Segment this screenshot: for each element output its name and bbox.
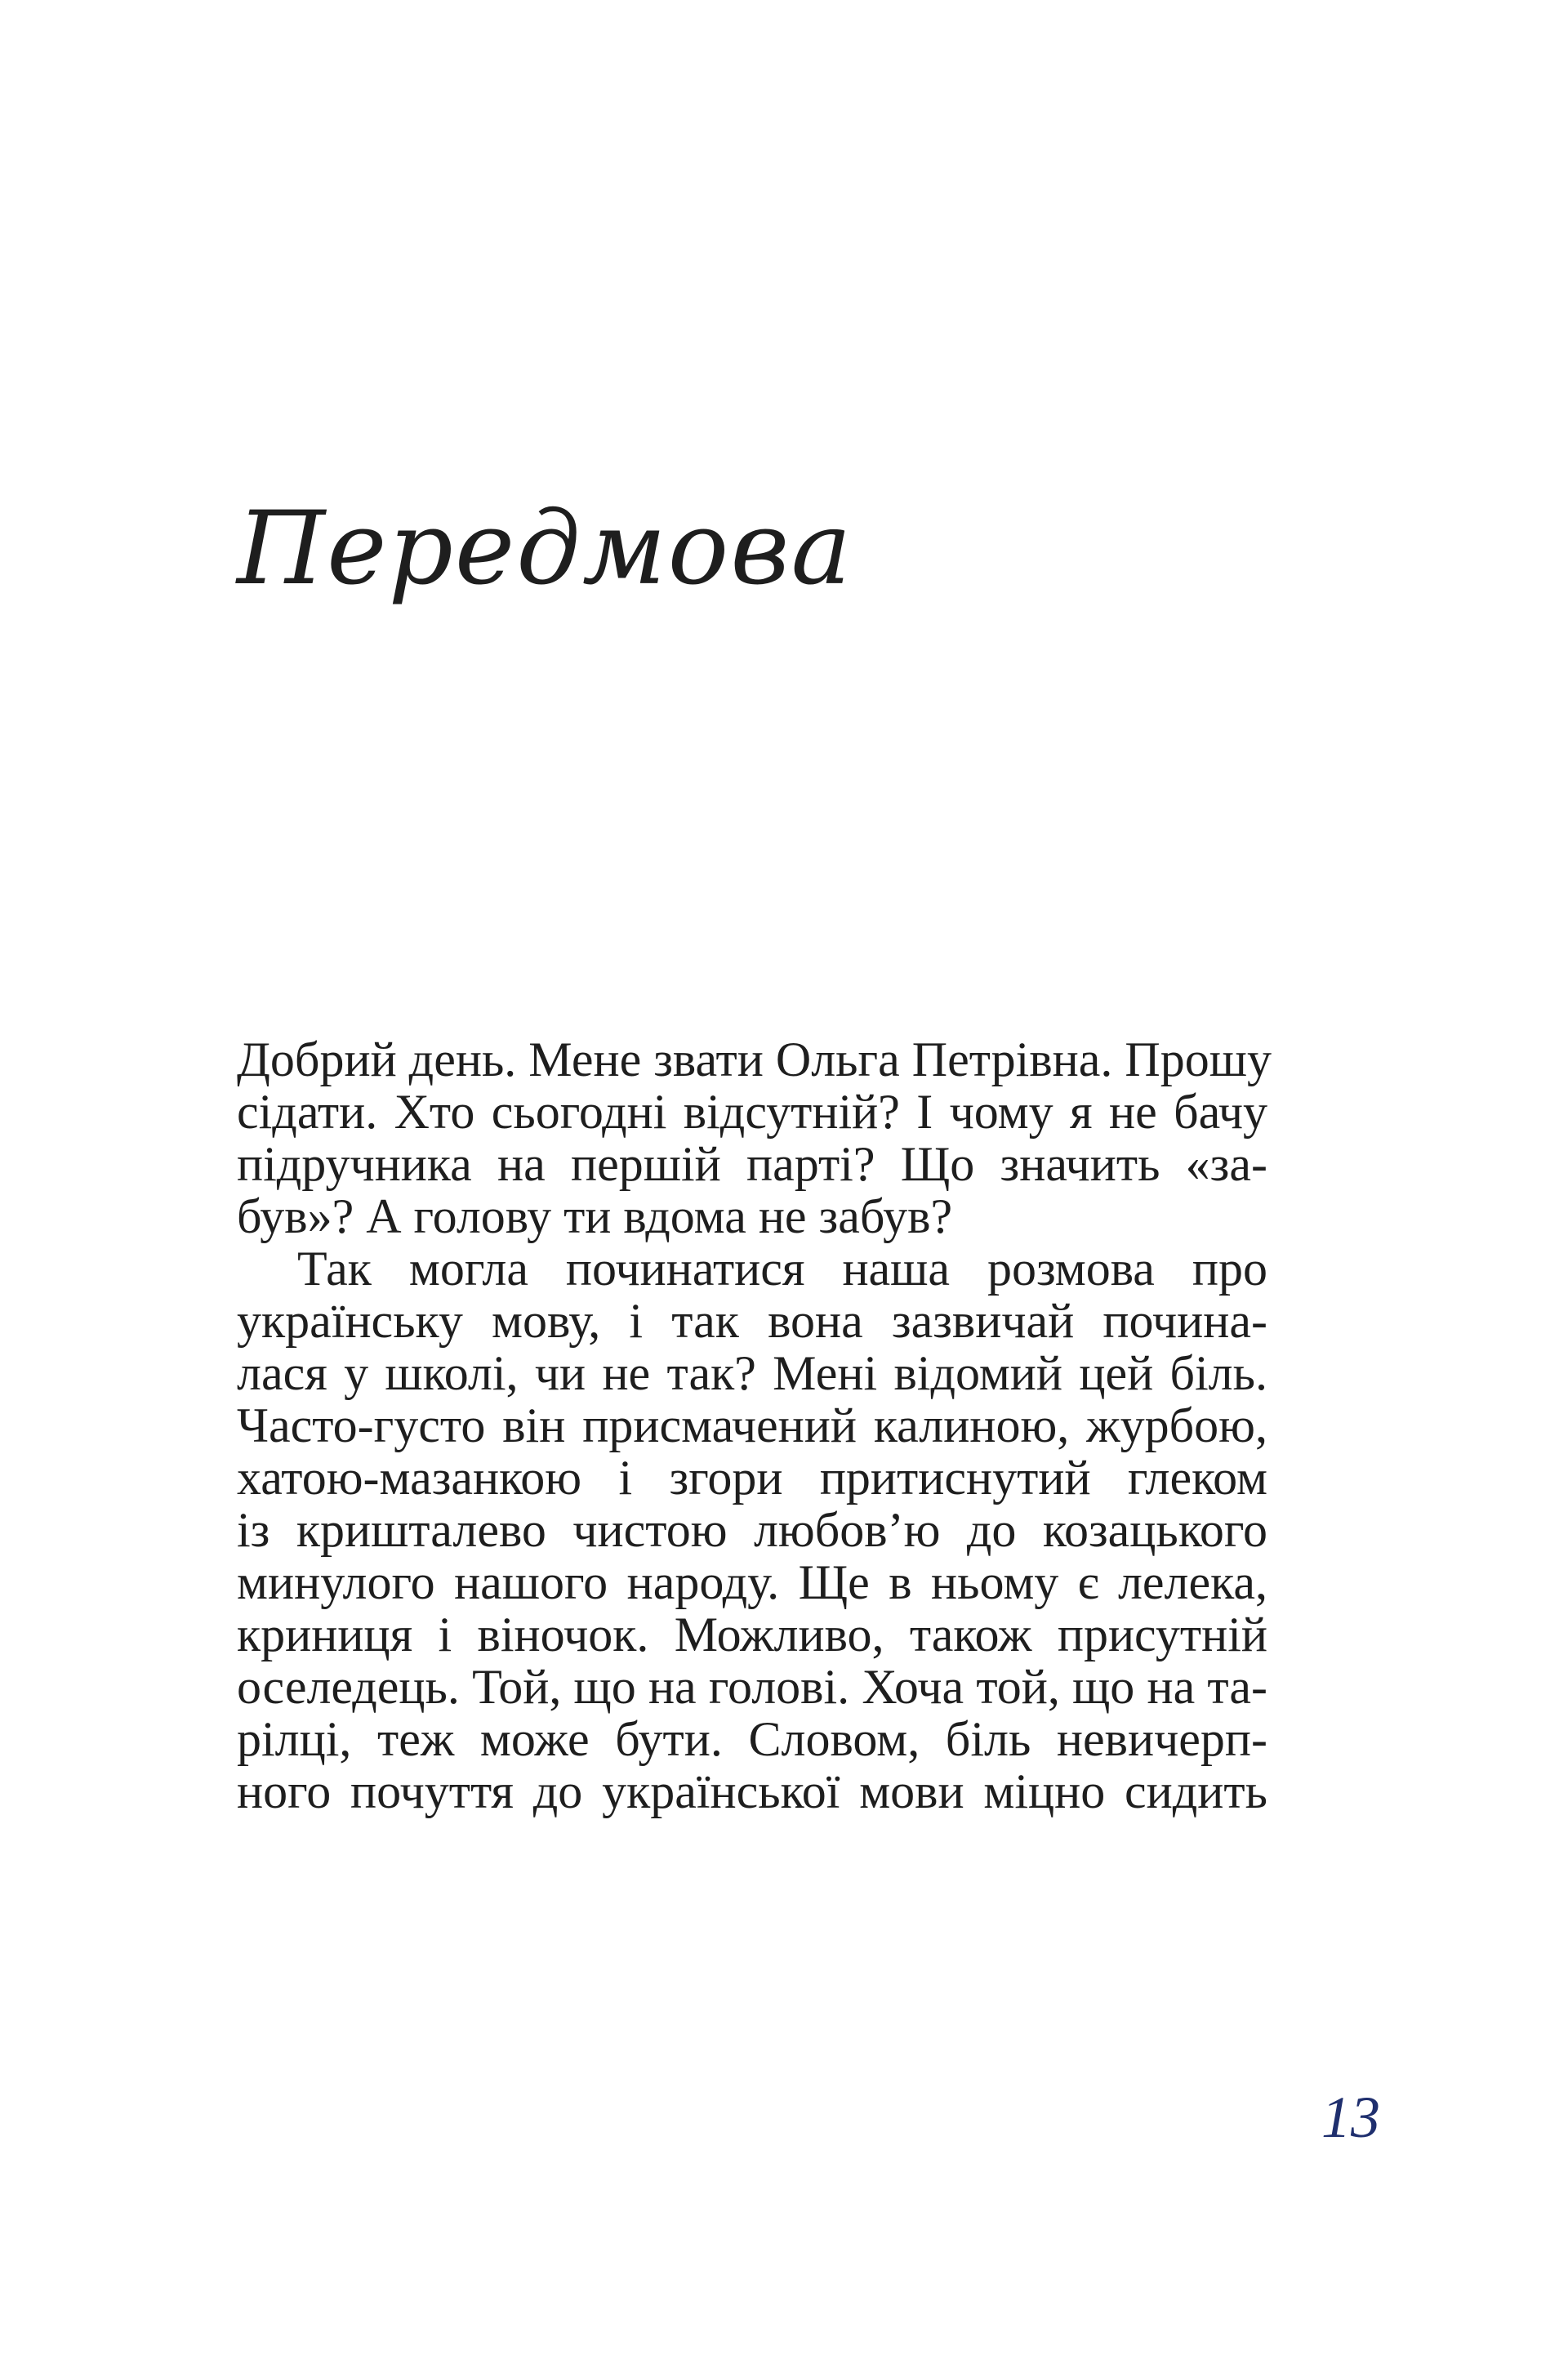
text-line: підручника на першій парті? Що значить «за-: [237, 1137, 1267, 1191]
text-line: минулого нашого народу. Ще в ньому є лелека,: [237, 1555, 1267, 1609]
text-line: криниця і віночок. Можливо, також присутній: [237, 1608, 1267, 1661]
text-line: ного почуття до української мови міцно сидить: [237, 1764, 1267, 1818]
page-number: 13: [1321, 2085, 1380, 2150]
text-line: був»? А голову ти вдома не забув?: [237, 1189, 953, 1243]
text-line: хатою-мазанкою і згори притиснутий глеком: [237, 1451, 1267, 1505]
text-line: Часто-густо він присмачений калиною, журбою,: [237, 1398, 1267, 1452]
text-line: рілці, теж може бути. Словом, біль невичерп-: [237, 1712, 1267, 1766]
text-line: українську мову, і так вона зазвичай почина-: [237, 1294, 1267, 1348]
text-line: сідати. Хто сьогодні відсутній? І чому я не бачу: [237, 1085, 1267, 1139]
text-line: оселедець. Той, що на голові. Хоча той, що на та-: [237, 1660, 1267, 1714]
text-line: із кришталево чистою любов’ю до козацького: [237, 1503, 1267, 1557]
chapter-title: Передмова: [237, 490, 853, 608]
text-line: Добрий день. Мене звати Ольга Петрівна. Прошу: [237, 1033, 1272, 1086]
text-line: Так могла починатися наша розмова про: [297, 1242, 1267, 1296]
body-text: [237, 1033, 1272, 1818]
text-line: лася у школі, чи не так? Мені відомий цей біль.: [237, 1346, 1267, 1400]
